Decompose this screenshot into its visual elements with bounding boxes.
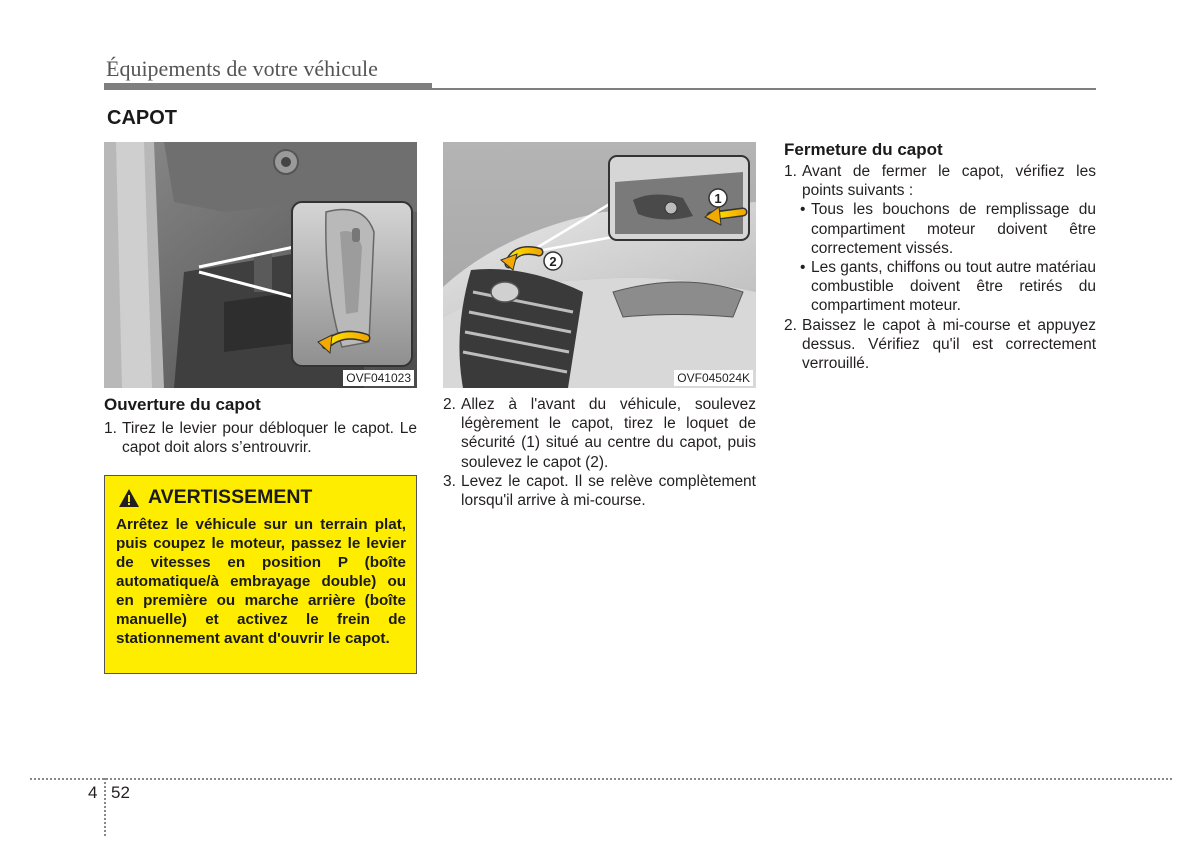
opening-title: Ouverture du capot [104, 395, 261, 414]
warning-header [116, 484, 406, 511]
step-number: 2. [443, 396, 456, 413]
step-text: Allez à l'avant du véhicule, soulevez légèrement le capot, tirez le loquet de sécurité (1) situé au centre du capot, puis soulevez le capot (2). [461, 396, 756, 471]
step-text: Avant de fermer le capot, vérifiez les points suivants : [802, 163, 1096, 200]
section-title: CAPOT [107, 107, 177, 129]
bullet-text: Tous les bouchons de remplissage du compartiment moteur doivent être correctement vissés. [811, 201, 1096, 257]
step-number: 2. [784, 316, 797, 334]
closing-steps [784, 162, 1096, 373]
step-number: 1. [784, 163, 797, 180]
bullet-dot: • [800, 259, 806, 277]
warning-title: AVERTISSEMENT [148, 486, 313, 508]
warning-text: Arrêtez le véhicule sur un terrain plat, puis coupez le moteur, passez le levier de vitesses en position P (boîte automatique/à embrayage double) ou en première ou marche arrière (boîte manuelle) et activez le frein de stationnement avant d'ouvrir le capot. [116, 516, 406, 647]
hood-release-lever-illustration [104, 142, 417, 388]
footer-divider [30, 778, 1172, 780]
chapter-title: Équipements de votre véhicule [106, 56, 378, 81]
step-text: Levez le capot. Il se relève complètement lorsqu'il arrive à mi-course. [461, 472, 756, 510]
figure-code-left: OVF041023 [343, 370, 414, 386]
bullet-dot: • [800, 201, 806, 219]
page-number: 52 [111, 783, 130, 802]
bullet-text: Les gants, chiffons ou tout autre matériau combustible doivent être retirés du compartiment moteur. [811, 259, 1096, 315]
step-number: 3. [443, 472, 456, 490]
header-rule-thin [104, 88, 1096, 90]
callout-2: 2 [549, 254, 557, 269]
hood-latch-figure [443, 142, 756, 388]
figure-code-middle: OVF045024K [674, 370, 753, 386]
warning-box [104, 475, 417, 674]
callout-1: 1 [714, 191, 722, 206]
step-text: Tirez le levier pour débloquer le capot. Le capot doit alors s’entrouvrir. [122, 420, 417, 457]
hood-release-lever-figure [104, 142, 417, 388]
opening-steps-continued [443, 395, 756, 510]
warning-triangle-icon [118, 488, 140, 508]
footer-divider-vertical [104, 778, 106, 836]
hood-latch-illustration [443, 142, 756, 388]
chapter-number: 4 [88, 783, 98, 802]
step-number: 1. [104, 420, 117, 437]
opening-step-1 [104, 419, 417, 457]
step-text: Baissez le capot à mi-course et appuyez dessus. Vérifiez qu'il est correctement verrouillé. [802, 316, 1096, 373]
closing-title: Fermeture du capot [784, 140, 943, 159]
